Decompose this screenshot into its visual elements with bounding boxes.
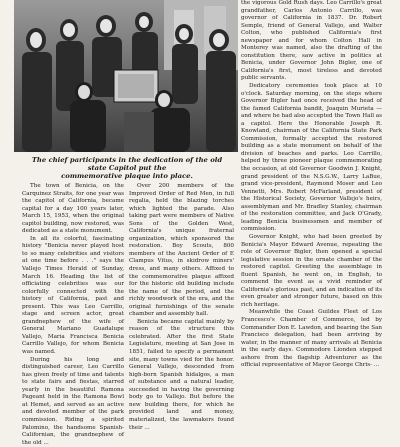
ceremony-photo-icon	[14, 0, 238, 152]
paragraph: Meanwhile the Coast Guildes Fleet of Los Francesco's Chamber of Commerce, led by Commander Don E. Lawdon, and bearing the San Francisco delegation, had been arriving by water, in the manner of many arrivals at Benicia in the early days. Commodore Lionden stepped ashore from the flagship Adventurer as the official representative of Mayor George Chris- ...	[241, 309, 383, 369]
article-column-middle	[129, 183, 234, 431]
dedication-photo	[14, 0, 238, 152]
article-column-right	[241, 0, 382, 370]
paragraph: Governor Knight, who had been greeted by Benicia's Mayor Edward Avenue, repeating the role of Governor Bigler, then opened a special legislative session in the ornate chamber of the restored capitol. Greeting the assemblage in fluent Spanish, he went on, in English, to commend the event as a vivid reminder of California's glorious past, and an indication of its even greater and stronger future, based on this rich heritage.	[241, 233, 382, 308]
paragraph: During his long and distinguished career, Leo Carrillo has given freely of time and talents to state fairs and fiestas, starred yearly in the beautiful Ramona Pageant held in the Ramona Bowl at Hemet, and served as an active and devoted member of the park commission. Riding a spirited Palomino, the handsome Spanish-Californian, the grandnephew of the old ...	[22, 356, 124, 446]
photo-caption	[22, 156, 232, 181]
paragraph: In all its colorful, fascinating history "Benicia never played host to so many celebrities and visitors at one time before . . ." says the Vallejo Times Herald of Sunday, March 16. Heading the list of officiating celebrities was our colorfully connected with the history of California, past and present. This was Leo Carrillo, stage and screen actor, great grandnephew of the wife of General Mariano Guadalupe Vallejo, Maria Francisca Benicia Carrillo Vallejo, for whom Benicia was named.	[22, 235, 124, 356]
paragraph: Dedicatory ceremonies took place at 10 o'clock. Saturday morning, on the steps where Governor Bigler had once received the head of the famed California bandit, Joaquin Murieta — and where he had also accepted the Town Hall as a capitol. Here the Honorable Joseph R. Knowland, chairman of the California State Park Commission, formally accepted the restored building as a state monument on behalf of the division of beaches and parks. Leo Carrillo, helped by three pioneer plaque commemorating the occasion, at old Governor Goodwin J. Knight, grand president of the N.S.G.W., Larry LaBue, grand vice-president, Raymond Moser and Leo Vennetti, Mrs. Robert McFarland, president of the Historical Society, Governor Vallejo's heirs, assemblyman and Mr. Bradley Stanley, chairman of the restoration committee, and Jack O'Grady, leading Benicia businessmen and member of commission.	[241, 83, 382, 233]
caption-line-2: commemorative plaque into place.	[61, 172, 193, 181]
paragraph: Benicia became capital mainly by reason of the structure this celebrated. After the first State Legislature, meeting at San Jose in 1851, failed to specify a permanent site, many towns vied for the honor. General Vallejo, descended from high-born Spanish hidalgos, a man of substance and a natural leader, succeeded in having the governing body go to Vallejo. But before the new building there, for which he provided land and money, materialized, the lawmakers found their ...	[129, 318, 234, 431]
paragraph: The town of Benicia, on the Carquinez Straits, for one year was the capitol of California, became capital for a day 100 years later, March 15, 1953, when the original capitol building, now restored, was dedicated as a state monument.	[22, 183, 124, 235]
caption-line-1: The chief participants in the dedication of the old state Capitol put the	[31, 156, 223, 173]
article-column-left	[22, 183, 124, 446]
paragraph: the vigorous Gold Rush days. Leo Carrillo's great grandfather, Carlos Antonio Carrillo, was governor of California in 1837. Dr. Robert Semple, friend of General Vallejo, and Walter Colton, who published California's first newspaper and for whom Colton Hall in Monterey was named, also the drafting of the constitution there, saw active in politics at Benicia, under Governor John Bigler, one of California's first, most tireless and devoted public servants.	[241, 0, 382, 82]
paragraph: Over 200 members of the Improved Order of Red Men, in full regalia, held the blazing torches which lighted the parade. Also taking part were members of Native Sons of the Golden West, California's unique fraternal organization, which sponsored the restoration. Boy Scouts, 800 members of the Ancient Order of E Clampus Vitus, in skidrow miners' dress, and many others. Affixed to the commemorative plaque affixed for the historic old building include the name of the period, and the richly woodwork of the era, and the original furnishings of the senate chamber and assembly hall.	[129, 183, 234, 318]
